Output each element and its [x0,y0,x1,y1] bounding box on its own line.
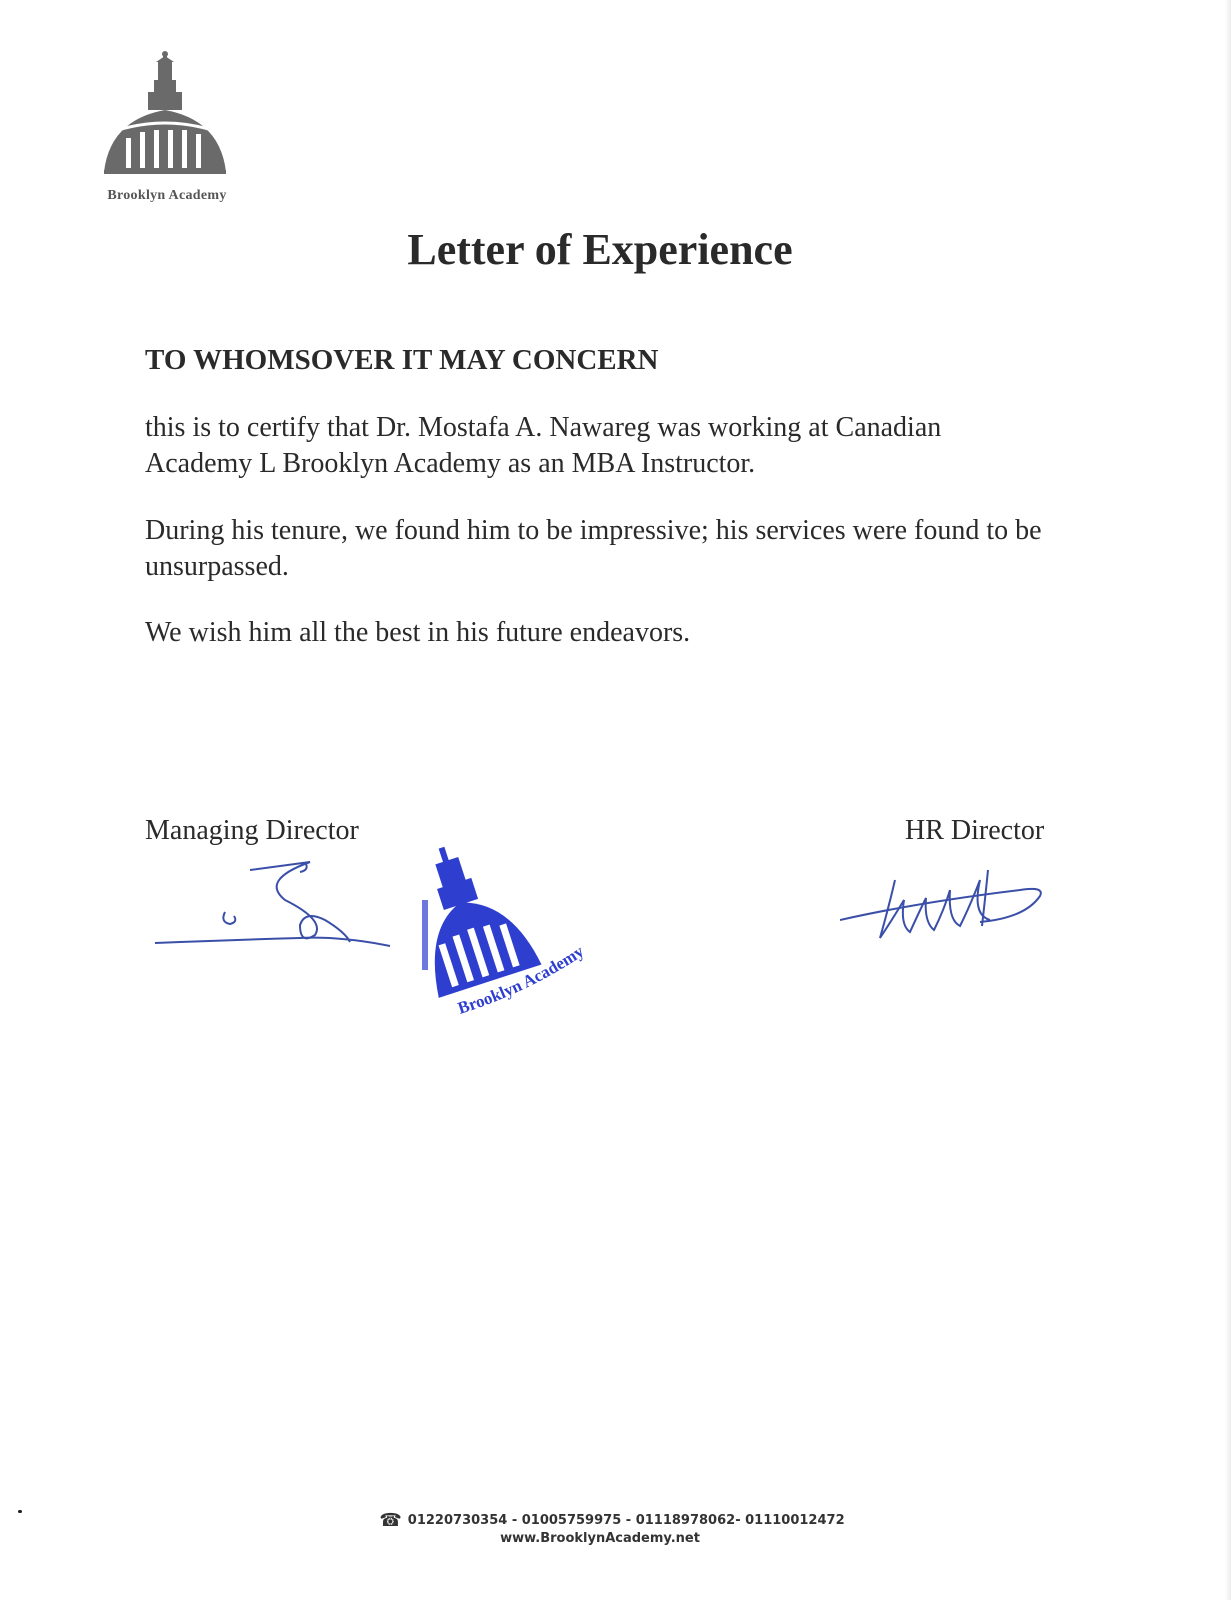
paragraph-wishes: We wish him all the best in his future endeavors. [145,617,691,648]
brooklyn-academy-logo [92,50,242,210]
footer-phones [12,1510,1212,1531]
salutation: TO WHOMSOVER IT MAY CONCERN [145,344,659,376]
paragraph-tenure: During his tenure, we found him to be impressive; his services were found to be unsurpassed. [145,515,1042,582]
phone-numbers: 01220730354 - 01005759975 - 01118978062- 01110012472 [407,1513,845,1528]
scan-speck [18,1510,22,1513]
footer-website: www.BrooklynAcademy.net [500,1531,700,1546]
paragraph-certification: this is to certify that Dr. Mostafa A. Nawareg was working at Canadian Academy L Brooklyn Academy as an MBA Instructor. [145,412,942,479]
managing-director-signature [150,850,400,960]
managing-director-label: Managing Director [145,815,359,846]
hr-director-label: HR Director [905,815,1045,846]
logo-text: Brooklyn Academy [107,188,227,203]
page-title: Letter of Experience [407,225,793,274]
telephone-icon: ☎ [379,1510,402,1531]
brooklyn-academy-stamp [420,822,605,1042]
capitol-dome-icon [100,50,234,185]
page-edge-shadow [1225,0,1231,1600]
hr-director-signature [840,860,1055,960]
stamp-text: Brooklyn Academy [455,941,588,1018]
